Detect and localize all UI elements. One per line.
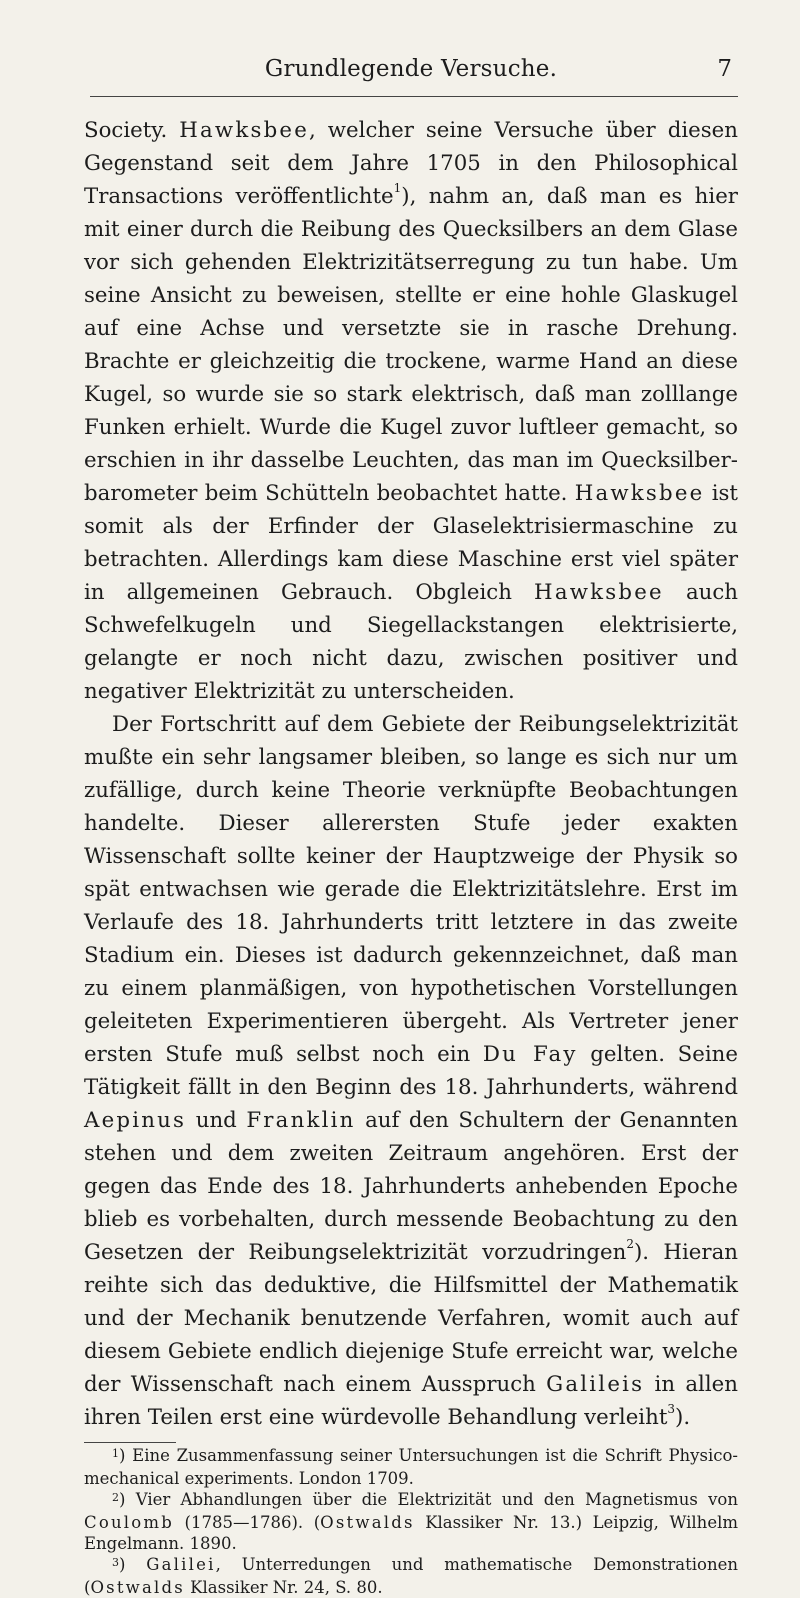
page-header [84,0,738,108]
footnote-ref: 3 [667,1401,676,1416]
person-name: Coulomb [84,1513,175,1532]
footnote-text: Klassiker Nr. 13.) Leipzig, Wilhelm Engelmann. 1890. [84,1513,739,1553]
person-name: Aepinus [84,1108,187,1133]
paragraph-2 [84,708,738,1434]
text-run: in allen ihren Teilen erst eine würdevolle Behandlung verleiht [84,1372,738,1430]
text-run: Der Fortschritt auf dem Gebiete der Reibungselektrizität mußte ein sehr langsamer bleiben, so lange es sich nur um zufällige, durch keine Theorie verknüpfte Beobachtungen handelte. Dieser allerersten Stufe jeder exakten Wissenschaft sollte keiner der Hauptzweige der Physik so spät entwachsen wie gerade die Elektrizitätslehre. Erst im Verlaufe des 18. Jahrhunderts tritt letztere in das zweite Stadium ein. Dieses ist dadurch gekennzeichnet, daß man zu einem planmäßigen, von hypothetischen Vorstellungen geleiteten Experimentieren übergeht. Als Vertreter jener ersten Stufe muß selbst noch ein [84,712,738,1067]
footnote-text: ) Eine Zusammenfassung seiner Untersuchungen ist die Schrift Physico-mechanical experiments. London 1709. [84,1446,738,1488]
text-run: auf den Schultern der Genannten stehen und dem zweiten Zeitraum angehören. Erst der gegen das Ende des 18. Jahrhunderts anhebenden Epoche blieb es vorbehalten, durch messende Beobachtung zu den Gesetzen der Reibungselektrizität vorzudringen [84,1108,739,1265]
person-name: Galileis [546,1372,645,1397]
person-name: Du Fay [482,1042,578,1067]
footnote-text: Klassiker Nr. 24, S. 80. [184,1578,383,1597]
footnote-rule [84,1442,176,1443]
footnote-mark: 3 [112,1556,119,1569]
person-name: Galilei [146,1555,216,1574]
person-name: Hawksbee [179,118,310,143]
footnotes [84,1445,738,1598]
footnote-text: , Unterredungen und mathematische Demonstrationen ( [84,1555,739,1597]
footnote-3 [84,1554,738,1598]
text-run: auch Schwefelkugeln und Siegellackstangen elektrisierte, gelangte er noch nicht dazu, zwischen positiver und negativer Elektrizität zu unterscheiden. [84,580,738,704]
text-run: ist somit als der Erfinder der Glaselektrisiermaschine zu betrachten. Allerdings kam diese Maschine erst viel später in allgemeinen Gebrauch. Obgleich [84,481,738,605]
page-number: 7 [717,56,732,82]
footnote-mark: 1 [112,1447,119,1460]
running-title: Grundlegende Versuche. [264,56,558,82]
text-run: ), nahm an, daß man es hier mit einer durch die Reibung des Quecksilbers an dem Glase vor sich gehenden Elektrizitätserregung zu tun habe. Um seine Ansicht zu beweisen, stellte er eine hohle Glaskugel auf eine Achse und versetzte sie in rasche Drehung. Brachte er gleichzeitig die trockene, warme Hand an diese Kugel, so wurde sie so stark elektrisch, daß man zolllange Funken erhielt. Wurde die Kugel zuvor luftleer gemacht, so erschien in ihr dasselbe Leuchten, das man im Quecksilberbarometer beim Schütteln beobachtet hatte. [84,184,738,506]
text-run: , welcher seine Versuche über diesen Gegenstand seit dem Jahre 1705 in den Philosophical Transactions veröffentlichte [84,118,738,209]
paragraph-1 [84,114,738,708]
person-name: Hawksbee [534,580,664,605]
footnote-1 [84,1445,738,1489]
body-text [84,114,738,1434]
footnote-text: ) [119,1555,147,1574]
text-run: Society. [84,118,180,143]
person-name: Ostwalds [90,1578,185,1597]
person-name: Ostwalds [320,1513,415,1532]
footnote-text: (1785—1786). ( [174,1513,321,1532]
person-name: Hawksbee [574,481,705,506]
person-name: Franklin [246,1108,356,1133]
text-run: gelten. Seine Tätigkeit fällt in den Beginn des 18. Jahrhunderts, während [84,1042,738,1100]
footnote-mark: 2 [112,1491,119,1504]
text-run: und [186,1108,247,1133]
footnote-ref: 2 [626,1236,634,1251]
header-rule [90,96,738,97]
footnote-ref: 1 [393,180,402,195]
footnote-text: ) Vier Abhandlungen über die Elektrizität und den Magnetismus von [119,1490,738,1509]
text-run: ). Hieran reihte sich das deduktive, die Hilfsmittel der Mathematik und der Mechanik benutzende Verfahren, womit auch auf diesem Gebiete endlich diejenige Stufe erreicht war, welche der Wissenschaft nach einem Ausspruch [84,1240,738,1397]
text-run: ). [675,1405,691,1430]
footnote-2 [84,1489,738,1554]
